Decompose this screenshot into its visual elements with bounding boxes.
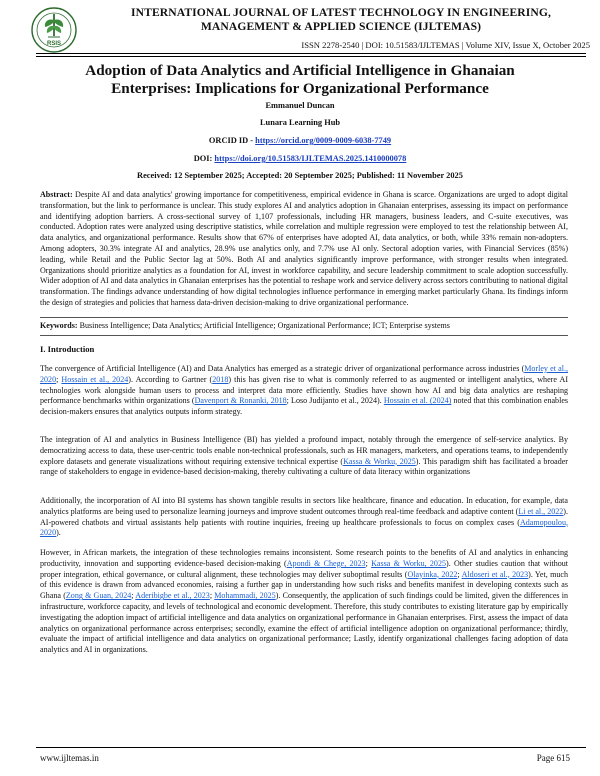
citation-link[interactable]: Aldoseri et al., 2023	[461, 569, 529, 579]
abstract-rule	[40, 317, 568, 318]
journal-logo	[30, 6, 78, 54]
citation-link[interactable]: Olayinka, 2022	[407, 569, 458, 579]
keywords-label: Keywords:	[40, 321, 78, 330]
rsis-seal-icon	[30, 6, 78, 54]
paragraph-1	[40, 364, 568, 418]
doi-line	[0, 154, 600, 163]
p4-text: However, in African markets, the integration of these technologies remains inconsistent. Some research points to the benefits of AI and analytics in enhancing productivity, innovation and supporting evidence-based decision-making (	[40, 548, 568, 568]
journal-title-line1: INTERNATIONAL JOURNAL OF LATEST TECHNOLOGY IN ENGINEERING,	[131, 6, 551, 19]
p3-text: ). AI-powered chatbots and virtual assistants help patients with routine inquiries, freeing up healthcare professionals to focus on complex cases (	[40, 506, 568, 527]
citation-link[interactable]: Adamopoulou, 2020	[40, 517, 568, 538]
p4-text: ;	[365, 558, 372, 568]
paragraph-4	[40, 548, 568, 656]
p4-text: ). Other studies caution that without proper integration, ethical governance, or cultural alignment, these technologies may deliver suboptimal results (	[40, 558, 569, 579]
paper-title-line1: Adoption of Data Analytics and Artificial Intelligence in Ghanaian	[85, 62, 515, 79]
journal-title-line2: MANAGEMENT & APPLIED SCIENCE (IJLTEMAS)	[200, 19, 482, 33]
keywords-text: Business Intelligence; Data Analytics; Artificial Intelligence; Organizational Performance; ICT; Enterprise systems	[79, 321, 450, 330]
citation-link[interactable]: Apondi & Chege, 2023	[286, 558, 366, 568]
citation-link[interactable]: Hossain et al. (2024)	[383, 396, 452, 406]
paper-title-line2: Enterprises: Implications for Organizational Performance	[111, 79, 489, 97]
abstract	[40, 190, 568, 309]
p1-text: noted that this combination enables decision-makers ensures that analytics outputs inform strategy.	[40, 396, 569, 417]
publication-dates: Received: 12 September 2025; Accepted: 20 September 2025; Published: 11 November 2025	[137, 171, 463, 180]
citation-link[interactable]: Hossain et al., 2024	[61, 374, 129, 384]
paragraph-3	[40, 496, 568, 539]
p2-text: The integration of AI and analytics in Business Intelligence (BI) has yielded a profound impact, notably through the emergence of self-service analytics. By democratizing access to data, these user-centric tools enable non-technical professionals, such as HR managers, marketers, and operations teams, to independently explore datasets and generate visualizations without requiring extensive technical expertise (	[40, 435, 568, 466]
p4-text: ). Yet, much of this evidence is drawn from advanced economies, raising a further gap in understanding how such risks and benefits manifest in developing contexts such as Ghana (	[40, 569, 568, 601]
logo-text: RSIS	[46, 41, 62, 47]
p4-text: ;	[457, 569, 462, 579]
orcid-link[interactable]: https://orcid.org/0009-0009-6038-7749	[255, 136, 392, 145]
header-rule-thin	[36, 56, 586, 57]
section-heading: I. Introduction	[40, 344, 95, 354]
paragraph-2	[40, 435, 568, 478]
orcid-label: ORCID ID -	[208, 136, 254, 145]
keywords	[40, 321, 568, 332]
abstract-label: Abstract:	[40, 190, 73, 199]
citation-link[interactable]: Kassa & Worku, 2025	[371, 558, 447, 568]
abstract-text: Despite AI and data analytics' growing importance for competitiveness, empirical evidence in Ghana is scarce. Organizations are urged to adopt digital transformation, but the link to performance is unclear. This study explores AI and analytics adoption in Ghanaian enterprises, assessing its impact on performance and identifying adoption barriers. A cross-sectional survey of 1,107 professionals, including HR managers, business leaders, and C-suite executives, was conducted. Adoption rates were analyzed using descriptive statistics, while correlation and multiple regression were employed to test the relationship between AI, data analytics, and organizational performance. Results show that 67% of enterprises have adopted AI, data analytics, or both, while 33% remain non-adopters. Among adopters, 30.3% integrate AI and analytics, 28.9% use analytics only, and 7.7% use AI only. Sectoral adoption varies, with Financial Services (85%) leading, while Retail and the Public Sector lag at 50%. Both AI and analytics significantly improve performance, with stronger results when integrated. Organizations should prioritize analytics as a foundation for AI, invest in workforce capability, and secure leadership commitment to scale adoption successfully. Wider adoption of AI and data analytics in Ghanaian enterprises has the potential to reshape work and service delivery across sectors contributing to national digital transformation. The findings advance understanding of how digital technologies influence performance in emerging market particularly Ghana. Its findings inform the design of strategies and policies that harness data-driven decision-making to drive organizational performance.	[40, 190, 569, 307]
p1-text: ). According to Gartner (	[128, 374, 213, 384]
p1-text: The convergence of Artificial Intelligence (AI) and Data Analytics has emerged as a strategic driver of organizational performance across industries (	[40, 364, 525, 373]
paper-title	[20, 62, 580, 97]
p3-text: Additionally, the incorporation of AI into BI systems has shown tangible results in sectors like healthcare, finance and education. In education, for example, data analytics platforms are being used to personalize learning journeys and improve student outcomes through real-time feedback and adaptive content (	[40, 496, 568, 516]
doi-label: DOI:	[193, 154, 213, 163]
author-name: Emmanuel Duncan	[265, 101, 335, 110]
p4-text: ;	[209, 591, 215, 601]
journal-title	[96, 6, 586, 33]
header-rule	[36, 53, 586, 54]
citation-link[interactable]: Morley et al., 2020	[40, 364, 568, 384]
p2-text: ). This paradigm shift has facilitated a broader range of stakeholders to engage in evidence-based decision-making, thereby cultivating a culture of data literacy within organizations	[40, 456, 568, 477]
author-affiliation: Lunara Learning Hub	[259, 118, 341, 127]
footer-page-number: Page 615	[536, 753, 570, 763]
doi-link[interactable]: https://doi.org/10.51583/IJLTEMAS.2025.1410000078	[214, 154, 407, 163]
citation-link[interactable]: Aderibigbe et al., 2023	[135, 591, 210, 601]
citation-link[interactable]: Kassa & Worku, 2025	[343, 456, 416, 466]
issn-line: ISSN 2278-2540 | DOI: 10.51583/IJLTEMAS | Volume XIV, Issue X, October 2025	[301, 40, 590, 50]
p1-text: ; Loso Judijanto et al., 2024).	[286, 396, 384, 406]
p1-text: ;	[56, 374, 62, 384]
citation-link[interactable]: Li et al., 2022	[518, 506, 564, 516]
p1-text: ) this has given rise to what is commonly referred to as augmented or intelligent analytics, where AI technologies work alongside human users to process and interpret data more efficiently. Studies have shown how AI and big data analytics are reshaping performance benchmarks within organizations (	[40, 374, 568, 406]
p4-text: ;	[131, 591, 136, 601]
footer-website[interactable]: www.ijltemas.in	[40, 753, 99, 763]
keywords-rule	[40, 335, 568, 336]
citation-link[interactable]: Mohammadi, 2025	[214, 591, 276, 601]
p4-text: ). Consequently, the application of such findings could be limited, given the differences in infrastructure, workforce capacity, and levels of technological and economic development. Therefore, this study contributes to existing literature gap by empirically investigating the adoption impact of artificial intelligence and data analytics on organizational performance in Ghanaian enterprises. First, assess the impact of data analytics on organizational performance across enterprises; secondly, examine the effect of artificial intelligence adoption on organizational performance; thirdly, evaluate the impact of artificial intelligence and data analytics on organizational performance; Lastly, identify organizational challenges facing adoption of data analytics and AI in organizations.	[40, 591, 568, 655]
orcid-line	[0, 136, 600, 145]
p3-text: ).	[56, 528, 61, 538]
footer-rule	[36, 747, 586, 748]
citation-link[interactable]: Zong & Guan, 2024	[65, 591, 132, 601]
citation-link[interactable]: 2018	[212, 374, 229, 384]
citation-link[interactable]: Davenport & Ronanki, 2018	[194, 396, 287, 406]
